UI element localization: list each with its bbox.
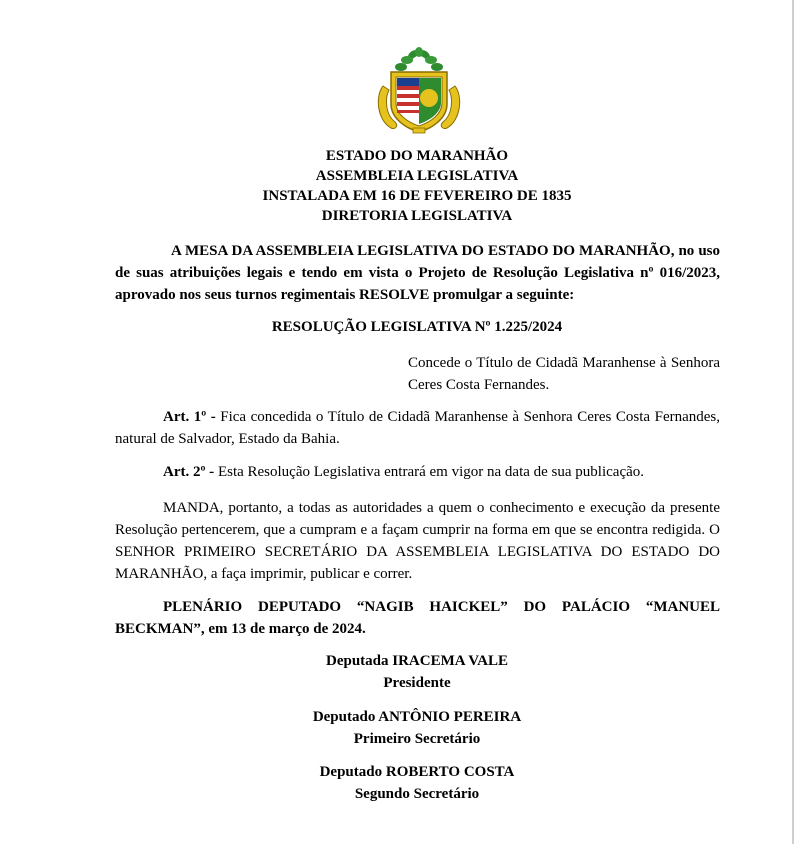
resolution-summary: Concede o Título de Cidadã Maranhense à Senhora Ceres Costa Fernandes. [408,355,720,393]
signature-president [0,650,794,694]
document-header [0,146,794,226]
signature-name: Deputado ROBERTO COSTA [319,764,515,780]
manda-paragraph [115,497,720,585]
plenario-text: PLENÁRIO DEPUTADO “NAGIB HAICKEL” DO PALÁCIO “MANUEL BECKMAN”, em 13 de março de 2024. [115,599,720,637]
signature-first-secretary [0,706,794,750]
signature-name: Deputado ANTÔNIO PEREIRA [312,709,522,725]
article-1-label: Art. 1º - [163,409,216,425]
header-state: ESTADO DO MARANHÃO [325,148,509,164]
article-1 [115,406,720,450]
signature-role: Presidente [383,675,451,691]
header-directorate: DIRETORIA LEGISLATIVA [321,208,513,224]
plenario-paragraph [115,596,720,640]
article-2-label: Art. 2º - [163,464,215,480]
intro-paragraph [115,240,720,306]
resolution-title: RESOLUÇÃO LEGISLATIVA Nº 1.225/2024 [271,319,563,335]
header-founded: INSTALADA EM 16 DE FEVEREIRO DE 1835 [262,188,572,204]
signature-name: Deputada IRACEMA VALE [326,653,508,669]
header-assembly: ASSEMBLEIA LEGISLATIVA [315,168,519,184]
article-2 [115,461,720,483]
signature-second-secretary [0,761,794,805]
signature-role: Primeiro Secretário [353,731,481,747]
signature-role: Segundo Secretário [354,786,480,802]
coat-of-arms-seal [373,46,465,134]
article-1-text: Fica concedida o Título de Cidadã Maranhense à Senhora Ceres Costa Fernandes, natural de Salvador, Estado da Bahia. [115,409,721,447]
intro-text: A MESA DA ASSEMBLEIA LEGISLATIVA DO ESTADO DO MARANHÃO, no uso de suas atribuições legais e tendo em vista o Projeto de Resolução Legislativa nº 016/2023, aprovado nos seus turnos regimentais RESOLVE promulgar a seguinte: [115,243,720,303]
article-2-text: Esta Resolução Legislativa entrará em vigor na data de sua publicação. [217,464,645,480]
manda-text: MANDA, portanto, a todas as autoridades a quem o conhecimento e execução da presente Resolução pertencerem, que a cumpram e a façam cumprir na forma em que se encontra redigida. O SENHOR PRIMEIRO SECRETÁRIO DA ASSEMBLEIA LEGISLATIVA DO ESTADO DO MARANHÃO, a faça imprimir, publicar e correr. [115,500,720,582]
